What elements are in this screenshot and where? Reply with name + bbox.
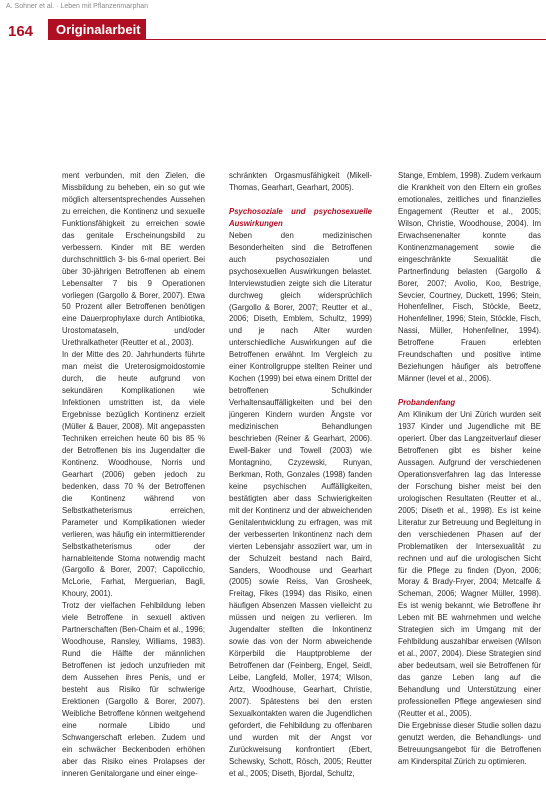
paragraph: Neben den medizinischen Besonderheiten sind die Betroffenen auch psychosozialen und psychosexuellen Auswirkungen belastet. Interviewstudien zeigte sich die Literatur durchweg gleich widersprüchlich (Gargollo & Borer, 2007; Reutter et al., 2006; Diseth, Emblem, Schultz, 1999) und je nach Alter wurden unterschiedliche Auswirkungen auf die Betroffenen erwähnt. Im Vergleich zu einer Kontrollgruppe stellten Reiner und Kochen (1999) bei etwa einem Drittel der betroffenen Schulkinder Verhaltensauffälligkeiten und bei den jüngeren Kindern wurden Ängste vor medizinischen Behandlungen beschrieben (Reiner & Gearhart, 2006). Ewell-Baker und Towell (2003) wie Montagnino, Czyzewski, Runyan, Berkman, Roth, Gonzales (1998) fanden keine psychischen Auffälligkeiten, bestätigten aber dass Schwierigkeiten mit der Kontinenz und der abweichenden Genitalentwicklung zu erfragen, was mit der verbesserten Inkontinenz nach dem vierten Lebensjahr assoziiert war, um in der Schulzeit bestand nach Baird, Sanders, Woodhouse und Gearhart (2005) sowie Reiss, Van Grosheek, Freitag, Fikes (1994) das Risiko, einen häufigen Absenzen Massen vielleicht zu müssen und neigen zu verlieren. Im Jugendalter stellten die Inkontinenz sowie das von der Norm abweichende Körperbild die Hauptprobleme der Betroffenen dar (Feinberg, Engel, Seidl, Leibe, Langfeld, Moller, 1974; Wilson, Artz, Woodhouse, Gearhart, Christie, 2007). Spätestens bei den ersten Sexualkontakten waren die Jugendlichen gefordert, die Fehlbildung zu offenbaren und wurden mit der Angst vor Zurückweisung konfrontiert (Ebert, Schewsky, Schott, Rösch, 2005; Reutter et al., 2005; Diseth, Bjordal, Schultz,	[229, 230, 372, 778]
paragraph: Am Klinikum der Uni Zürich wurden seit 1937 Kinder und Jugendliche mit BE operiert. Über das Langzeitverlauf dieser Betroffenen gibt es bisher keine Aussagen. Aufgrund der verschiedenen Operationsverfahren lag das Interesse der Forschung bisher meist bei den urologischen Resultaten (Reutter et al., 2005; Diseth et al., 1998). Es ist keine Literatur zur Betreuung und Begleitung in den verschiedenen Phasen auf der Problematiken der Intersexualität zu rechnen und auf die urologischen Sicht für die Pflege zu finden (Dyon, 2006; Moray & Brady-Fryer, 2004; Metcalfe & Scheman, 2006; Wagner Müller, 1998). Es ist wenig bekannt, wie Betroffene ihr Leben mit BE wahrnehmen und welche Strategien sich im Umgang mit der Fehlbildung auszahlbar erweisen (Wilson et al., 2007, 2004). Diese Strategien sind aber bedeutsam, weil sie Betroffenen für das ganze Leben lang auf die Behandlung und Unterstützung einer professionellen Pflege angewiesen sind (Reutter et al., 2005).	[398, 410, 541, 718]
page-number: 164	[8, 23, 34, 40]
paragraph: Die Ergebnisse dieser Studie sollen dazu genutzt werden, die Behandlungs- und Betreuungsangebot für die Betroffenen am Kinderspital Zürich zu optimieren.	[398, 720, 541, 766]
paragraph: Trotz der vielfachen Fehlbildung leben viele Betroffene in sexuell aktiven Partnerschaften (Ben-Chaim et al., 1996; Woodhouse, Ransley, Williams, 1983). Rund die Hälfte der männlichen Betroffenen ist jedoch unzufrieden mit dem Aussehen ihres Penis, und er besteht aus Risiko für schwierige Erektionen (Gargollo & Borer, 2007). Weibliche Betroffene können weitgehend eine normale Libido und Schwangerschaft erleben. Zudem und ein schwächer Beckenboden erhöhen aber das Risiko eines Prolapses der inneren Genitalorgane und einer einge-	[62, 601, 205, 778]
header-rule	[146, 39, 546, 40]
paragraph: Stange, Emblem, 1998). Zudem verkaum die Krankheit von den Eltern ein großes emotionales, zeitliches und finanzielles Engagement (Reutter et al., 2005; Wilson, Christie, Woodhouse, 2004). Im Erwachsenenalter konnte das Kontinenzmanagement sowie die eingeschränkte Sexualität die Partnerfindung belasten (Gargollo & Borer, 2007; Avolio, Koo, Bestrige, Sevcier, Courtney, Duckett, 1996; Stein, Hohenfellner, Fisch, Stöckle, Beetz, Hohenfellner, 1996; Stein, Stöckle, Fisch, Nassi, Müller, Hohenfellner, 1994). Betroffene Frauen erlebten Freundschaften und positive intime Beziehungen häufiger als betroffene Männer (Ievel et al., 2006).	[398, 171, 541, 384]
text-column-2	[229, 170, 372, 792]
running-head: A. Sohner et al. · Leben mit Pflanzenmarphan	[6, 3, 149, 10]
paragraph: schränkten Orgasmusfähigkeit (Mikell-Thomas, Gearhart, Gearhart, 2005).	[229, 171, 372, 192]
section-subheading: Probandenfang	[398, 398, 456, 408]
section-subheading: Psychosoziale und psychosexuelle Auswirkungen	[229, 206, 372, 228]
paragraph: In der Mitte des 20. Jahrhunderts führte man meist die Ureterosigmoidostomie durch, die heute aufgrund von sekundären Komplikationen wie Infektionen umstritten ist, da viele Ergebnisse bezüglich Kontinenz erzielt (Müller & Bauer, 2008). Mit angepassten Techniken erreichen heute 60 bis 85 % der Betroffenen bis ins Jugendalter die Kontinenz. Woodhouse, Norris und Gearhart (2006) geben jedoch zu bedenken, dass 70 % der Betroffenen die Kontinenz während von Selbstkatheterismus erreichen, Parameter und Komplikationen wieder verlieren, was häufig ein intermittierender Selbstkatheterismus oder der harnableitende Stoma notwendig macht (Gargollo & Borer, 2007; Capolicchio, McLorie, Farhat, Merguerian, Bagli, Khoury, 2001).	[62, 350, 205, 599]
page-header	[0, 19, 546, 45]
paragraph: ment verbunden, mit den Zielen, die Missbildung zu beheben, ein so gut wie möglich altersentsprechendes Aussehen zu erreichen, die Kontinenz und sexuelle Funktionsfähigkeit zu erreichen sowie das genitale Erscheinungsbild zu verbessern. Kinder mit BE werden durchschnittlich 3- bis 6-mal operiert. Bei über 30-jährigen Betroffenen ab einem Lebensalter 7 bis 9 Operationen vorliegen (Gargollo & Borer, 2007). Etwa 50 Prozent aller Betroffenen benötigen eine Dauerprophylaxe durch Antibiotika, Urostomataseln, und/oder Urethralkatheter (Reutter et al., 2003).	[62, 171, 205, 348]
section-tab: Originalarbeit	[48, 19, 146, 40]
text-column-1	[62, 170, 205, 792]
text-column-3	[398, 170, 541, 792]
